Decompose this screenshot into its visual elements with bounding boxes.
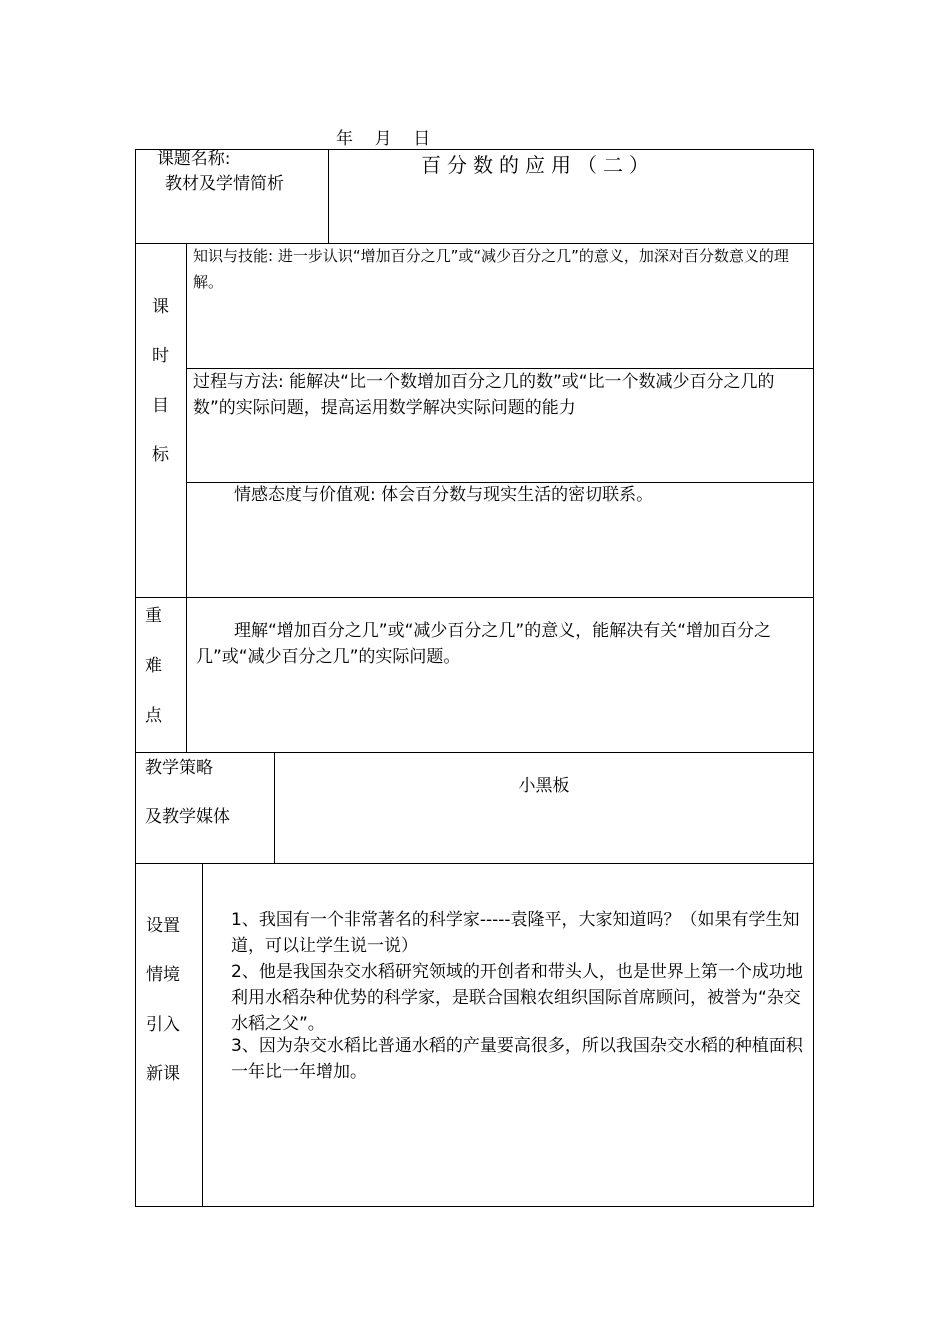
side-char: 重 [145,606,162,626]
side-char: 标 [152,445,169,465]
side-label: 设置 [146,916,180,936]
intro-paragraph-3: 3、因为杂交水稻比普通水稻的产量要高很多，所以我国杂交水稻的种植面积一年比一年增加。 [231,1036,803,1082]
strategy-label-1: 教学策略 [145,758,213,778]
side-label: 新课 [146,1064,180,1084]
intro-paragraph-2: 2、他是我国杂交水稻研究领域的开创者和带头人，也是世界上第一个成功地利用水稻杂种优势的科学家，是联合国粮农组织国际首席顾问，被誉为“杂交水稻之父”。 [231,962,803,1034]
date-placeholder: 年 月 日 [336,129,431,149]
knowledge-objective: 知识与技能: 进一步认识“增加百分之几”或“减少百分之几”的意义，加深对百分数意义的理解。 [193,247,789,291]
side-char: 点 [145,706,162,726]
side-char: 目 [152,396,169,416]
emotion-objective: 情感态度与价值观: 体会百分数与现实生活的密切联系。 [234,485,654,505]
keypoints-text: 理解“增加百分之几”或“减少百分之几”的意义，能解决有关“增加百分之几”或“减少百分之几”的实际问题。 [196,621,772,667]
side-char: 难 [145,656,162,676]
lesson-name-label: 课题名称: [156,149,231,169]
strategy-label-2: 及教学媒体 [145,807,230,827]
side-char: 时 [152,346,169,366]
analysis-label: 教材及学情简析 [165,174,284,194]
lesson-title: 百分数的应用（二） [421,153,655,177]
side-label: 引入 [146,1015,180,1035]
side-char: 课 [152,297,169,317]
process-objective: 过程与方法: 能解决“比一个数增加百分之几的数”或“比一个数减少百分之几的数”的实际问题，提高运用数学解决实际问题的能力 [193,372,775,418]
teaching-media: 小黑板 [518,776,570,796]
intro-paragraph-1: 1、我国有一个非常著名的科学家-----袁隆平，大家知道吗？（如果有学生知道，可以让学生说一说） [231,910,800,956]
side-label: 情境 [146,965,180,985]
